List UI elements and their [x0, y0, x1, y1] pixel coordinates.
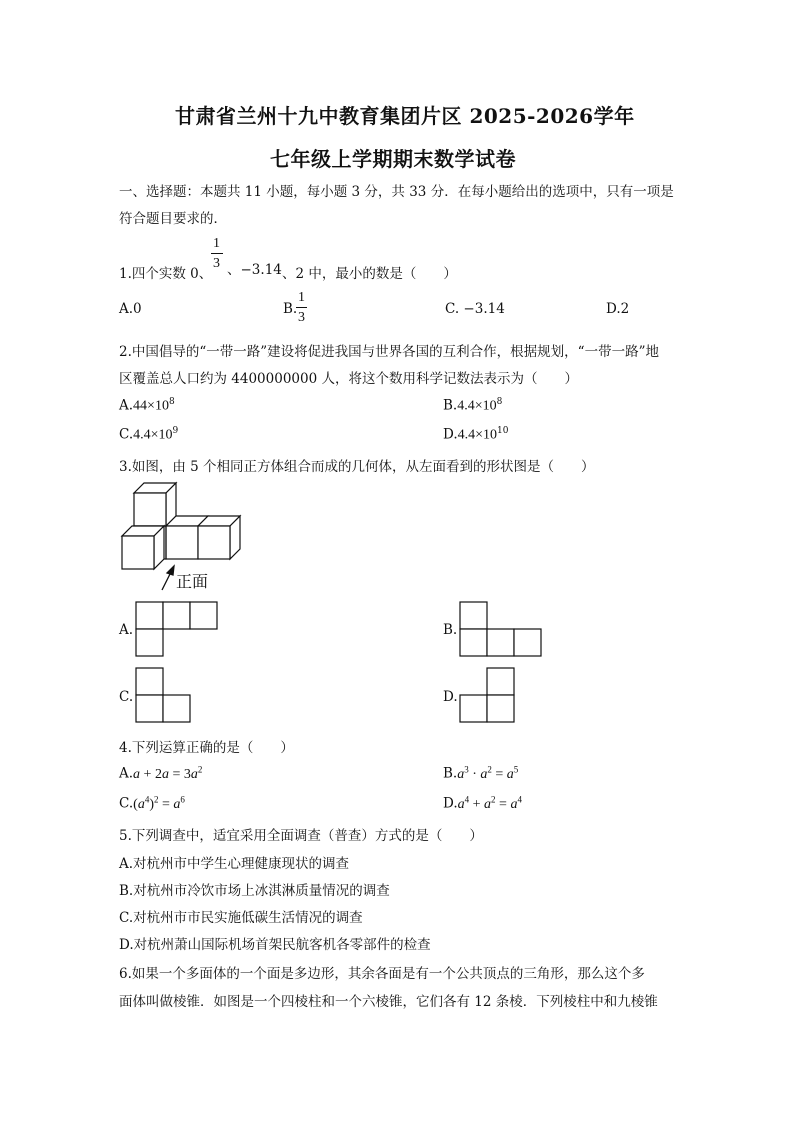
section-intro-line2: 符合题目要求的．: [119, 211, 227, 227]
q2-option-d-exp: 10: [497, 426, 509, 436]
front-view-label: 正面: [176, 572, 209, 591]
q1-option-d: D.2: [606, 301, 630, 317]
q2-stem-line1: 2.中国倡导的“一带一路”建设将促进我国与世界各国的互利合作，根据规划，“一带一路”地: [119, 344, 659, 360]
q4-option-b: $B.a^3 \cdot a^2 = a^5$: [443, 764, 519, 782]
q2-option-c-base: 4.4×10: [133, 427, 173, 443]
q1-option-b-numerator: 1: [298, 290, 305, 305]
q2-option-d-base: 4.4×10: [457, 427, 498, 443]
q5-option-d: D.对杭州萧山国际机场首架民航客机各零部件的检查: [119, 937, 431, 953]
q3-stem: 3.如图，由 5 个相同正方体组合而成的几何体，从左面看到的形状图是（ ）: [119, 459, 595, 475]
q4-stem: 4.下列运算正确的是（ ）: [119, 740, 294, 756]
q3-option-c-label: C.: [119, 689, 134, 705]
q1-stem-b: 、−3.14: [227, 262, 282, 278]
q2-option-b: [443, 397, 502, 415]
q2-option-a-exp: 8: [168, 397, 175, 407]
q2-stem-line2: 区覆盖总人口约为 4400000000 人，将这个数用科学记数法表示为（ ）: [119, 371, 578, 387]
q2-option-b-base: 4.4×10: [457, 398, 497, 414]
section-intro-line1: 一、选择题：本题共 11 小题，每小题 3 分，共 33 分．在每小题给出的选项中，只有一项是: [119, 184, 674, 200]
q4-option-d-prefix: D.: [443, 795, 458, 812]
q2-option-c: [119, 426, 178, 444]
q5-stem: 5.下列调查中，适宜采用全面调查（普查）方式的是（ ）: [119, 828, 483, 844]
q1-fraction-numerator: 1: [213, 236, 220, 251]
q1-option-c: C. −3.14: [445, 301, 505, 317]
q4-option-a: $A.a + 2a = 3a^2$: [119, 764, 203, 782]
page-title-line1: 甘肃省兰州十九中教育集团片区 2025-2026学年: [175, 104, 635, 128]
q1-option-b-prefix: B.: [283, 301, 298, 317]
q3-option-a-figure[interactable]: [135, 601, 219, 657]
q1-option-a: A.0: [119, 301, 142, 317]
q2-option-b-exp: 8: [496, 397, 503, 407]
q2-option-d: [443, 426, 509, 444]
q1-fraction-bar: [211, 253, 223, 254]
q4-option-d: $D.a^4 + a^2 = a^4$: [443, 794, 522, 812]
q2-option-c-exp: 9: [172, 426, 179, 436]
q6-stem-line2: 面体叫做棱锥．如图是一个四棱柱和一个六棱锥，它们各有 12 条棱．下列棱柱中和九棱锥: [119, 994, 658, 1010]
q3-option-d-label: D.: [443, 689, 458, 705]
q2-option-a: [119, 397, 175, 415]
q1-option-b-fraction-bar: [296, 307, 307, 308]
q2-option-d-prefix: D.: [443, 426, 458, 443]
q4-option-a-prefix: A.: [119, 765, 134, 782]
q3-option-b-figure[interactable]: [459, 601, 543, 657]
q6-stem-line1: 6.如果一个多面体的一个面是多边形，其余各面是有一个公共顶点的三角形，那么这个多: [119, 966, 645, 982]
q2-option-a-base: 44×10: [133, 398, 169, 414]
q1-fraction-denominator: 3: [213, 256, 220, 271]
q4-option-b-prefix: B.: [443, 765, 458, 782]
page-title-line2: 七年级上学期期末数学试卷: [270, 147, 516, 171]
q3-option-b-label: B.: [443, 622, 458, 638]
q4-option-c-prefix: C.: [119, 795, 134, 812]
q5-option-a: A.对杭州市中学生心理健康现状的调查: [119, 856, 350, 872]
q5-option-b: B.对杭州市冷饮市场上冰淇淋质量情况的调查: [119, 883, 390, 899]
q1-option-b-denominator: 3: [298, 310, 305, 325]
q1-stem-c: 、2 中，最小的数是（ ）: [282, 266, 457, 282]
q3-option-d-figure[interactable]: [459, 667, 516, 723]
q3-option-a-label: A.: [119, 622, 134, 638]
q2-option-c-prefix: C.: [119, 426, 134, 443]
q1-stem-a: 1.四个实数 0、: [119, 266, 213, 282]
q2-option-b-prefix: B.: [443, 397, 458, 414]
q5-option-c: C.对杭州市市民实施低碳生活情况的调查: [119, 910, 363, 926]
q4-option-c: $C.(a^4)^2 = a^6$: [119, 794, 185, 812]
q3-option-c-figure[interactable]: [135, 667, 192, 723]
q2-option-a-prefix: A.: [119, 397, 134, 414]
